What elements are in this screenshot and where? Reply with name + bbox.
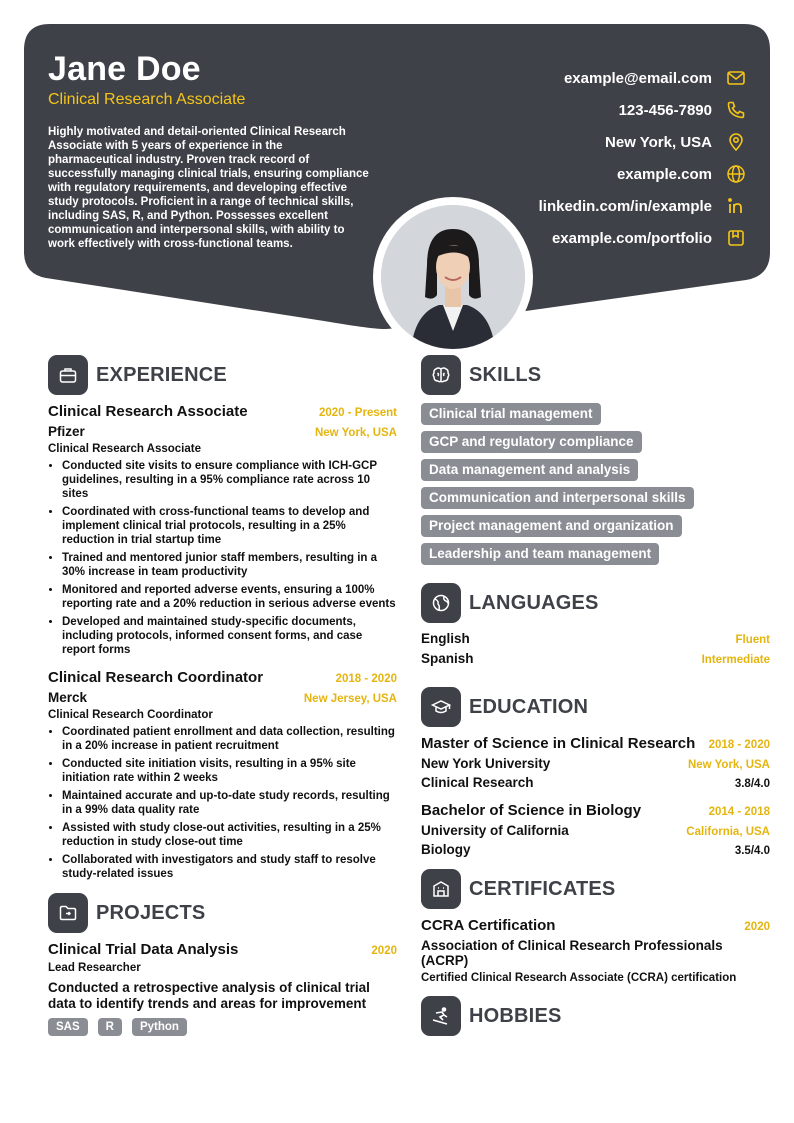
degree: Bachelor of Science in Biology <box>421 802 642 819</box>
projects-title: PROJECTS <box>96 901 206 924</box>
contact-website[interactable] <box>426 158 746 190</box>
education-entry <box>421 735 770 790</box>
header <box>24 24 770 354</box>
skill-tag: Clinical trial management <box>421 403 601 425</box>
portfolio-icon <box>726 228 746 248</box>
list-item: • Maintained accurate and up-to-date study records, resulting in a 99% data quality rate <box>62 789 397 817</box>
certificate-desc: Certified Clinical Research Associate (CCRA) certification <box>421 972 737 984</box>
job-role: Clinical Research Associate <box>48 91 246 108</box>
hobbies-title: HOBBIES <box>469 1004 562 1027</box>
mail-icon <box>726 68 746 88</box>
skills-list <box>421 403 770 565</box>
profile-photo <box>373 197 533 357</box>
company: Pfizer <box>48 424 85 439</box>
experience-header <box>48 355 397 395</box>
job-subtitle: Clinical Research Coordinator <box>48 709 213 721</box>
field-of-study: Clinical Research <box>421 775 534 790</box>
skill-tag: Data management and analysis <box>421 459 638 481</box>
linkedin-icon <box>726 196 746 216</box>
job-location: New Jersey, USA <box>303 693 397 705</box>
project-title: Clinical Trial Data Analysis <box>48 941 239 958</box>
experience-entry <box>48 403 397 657</box>
contact-email[interactable] <box>426 62 746 94</box>
languages-title: LANGUAGES <box>469 591 599 614</box>
contact-linkedin-text[interactable]: linkedin.com/in/example <box>538 197 712 215</box>
job-subtitle: Clinical Research Associate <box>48 443 201 455</box>
contact-location <box>426 126 746 158</box>
languages-list <box>421 631 770 671</box>
education-entry <box>421 802 770 857</box>
school-location: California, USA <box>686 826 770 838</box>
avatar <box>381 205 525 349</box>
language-row <box>421 631 770 651</box>
certificate-name: CCRA Certification <box>421 917 556 934</box>
list-item: • Conducted site visits to ensure compliance with ICH-GCP guidelines, resulting in a 95% compliance rate across 10 sites <box>62 459 397 501</box>
school: University of California <box>421 823 569 838</box>
education-date: 2014 - 2018 <box>708 806 770 818</box>
gpa: 3.5/4.0 <box>734 845 770 857</box>
gpa: 3.8/4.0 <box>734 778 770 790</box>
language-row <box>421 651 770 671</box>
name: Jane Doe <box>48 50 201 88</box>
language-globe-icon <box>421 583 461 623</box>
list-item: • Assisted with study close-out activities, resulting in a 25% reduction in study close-out time <box>62 821 397 849</box>
language-name: English <box>421 631 470 646</box>
job-title: Clinical Research Associate <box>48 403 248 420</box>
certificates-header <box>421 869 770 909</box>
project-tag: R <box>98 1018 122 1036</box>
contact-phone-text[interactable]: 123-456-7890 <box>618 101 712 119</box>
list-item: • Trained and mentored junior staff members, resulting in a 30% increase in team productivity <box>62 551 397 579</box>
left-column <box>48 355 397 1048</box>
certificate-org: Association of Clinical Research Professionals (ACRP) <box>421 938 723 968</box>
school-location: New York, USA <box>687 759 770 771</box>
company: Merck <box>48 690 88 705</box>
contact-portfolio-text[interactable]: example.com/portfolio <box>551 229 712 247</box>
list-item: • Developed and maintained study-specific documents, including protocols, informed consent forms, and case report forms <box>62 615 397 657</box>
certificate-entry <box>421 917 770 984</box>
job-location: New York, USA <box>314 427 397 439</box>
hobbies-header <box>421 996 770 1036</box>
graduation-cap-icon <box>421 687 461 727</box>
skill-tag: Communication and interpersonal skills <box>421 487 694 509</box>
skills-header <box>421 355 770 395</box>
projects-header <box>48 893 397 933</box>
degree: Master of Science in Clinical Research <box>421 735 696 752</box>
education-header <box>421 687 770 727</box>
school: New York University <box>421 756 551 771</box>
contact-location-text: New York, USA <box>605 133 712 151</box>
skier-icon <box>421 996 461 1036</box>
list-item: • Conducted site initiation visits, resulting in a 95% site initiation rate within 2 weeks <box>62 757 397 785</box>
summary: Highly motivated and detail-oriented Clinical Research Associate with 5 years of experience in the pharmaceutical industry. Proven track record of successfully managing clinical trials, ensuring compliance with regulatory requirements, and developing effective study protocols. Proficient in a range of technical skills, including SAS, R, and Python. Possesses excellent communication and interpersonal skills, with ability to work effectively with cross-functional teams. <box>48 126 369 250</box>
job-date: 2018 - 2020 <box>335 673 397 685</box>
languages-header <box>421 583 770 623</box>
contact-phone[interactable] <box>426 94 746 126</box>
skills-title: SKILLS <box>469 363 542 386</box>
language-name: Spanish <box>421 651 474 666</box>
contact-email-text[interactable]: example@email.com <box>563 69 712 87</box>
location-pin-icon <box>726 132 746 152</box>
folder-icon <box>48 893 88 933</box>
language-level: Intermediate <box>701 654 770 666</box>
certificate-building-icon <box>421 869 461 909</box>
job-title: Clinical Research Coordinator <box>48 669 264 686</box>
project-tag: SAS <box>48 1018 88 1036</box>
experience-title: EXPERIENCE <box>96 363 227 386</box>
list-item: • Monitored and reported adverse events, ensuring a 100% reporting rate and a 20% reduction in serious adverse events <box>62 583 397 611</box>
job-bullets <box>48 725 397 881</box>
certificates-title: CERTIFICATES <box>469 877 616 900</box>
project-tags <box>48 1018 397 1036</box>
list-item: • Coordinated patient enrollment and data collection, resulting in a 20% increase in patient recruitment <box>62 725 397 753</box>
education-date: 2018 - 2020 <box>708 739 770 751</box>
briefcase-icon <box>48 355 88 395</box>
skill-tag: GCP and regulatory compliance <box>421 431 642 453</box>
brain-icon <box>421 355 461 395</box>
job-date: 2020 - Present <box>319 407 397 419</box>
list-item: • Coordinated with cross-functional teams to develop and implement clinical trial protocols, resulting in a 25% reduction in trial startup time <box>62 505 397 547</box>
contact-website-text[interactable]: example.com <box>616 165 712 183</box>
project-date: 2020 <box>371 945 397 957</box>
experience-entry <box>48 669 397 881</box>
phone-icon <box>726 100 746 120</box>
job-bullets <box>48 459 397 657</box>
skill-tag: Leadership and team management <box>421 543 659 565</box>
globe-icon <box>726 164 746 184</box>
project-tag: Python <box>132 1018 187 1036</box>
certificate-date: 2020 <box>744 921 770 933</box>
list-item: • Collaborated with investigators and study staff to resolve study-related issues <box>62 853 397 881</box>
education-title: EDUCATION <box>469 695 589 718</box>
project-role: Lead Researcher <box>48 962 141 974</box>
project-entry <box>48 941 397 1036</box>
field-of-study: Biology <box>421 842 471 857</box>
project-description: Conducted a retrospective analysis of clinical trial data to identify trends and areas for improvement <box>48 980 370 1011</box>
language-level: Fluent <box>735 634 770 646</box>
skill-tag: Project management and organization <box>421 515 682 537</box>
right-column <box>421 355 770 1044</box>
